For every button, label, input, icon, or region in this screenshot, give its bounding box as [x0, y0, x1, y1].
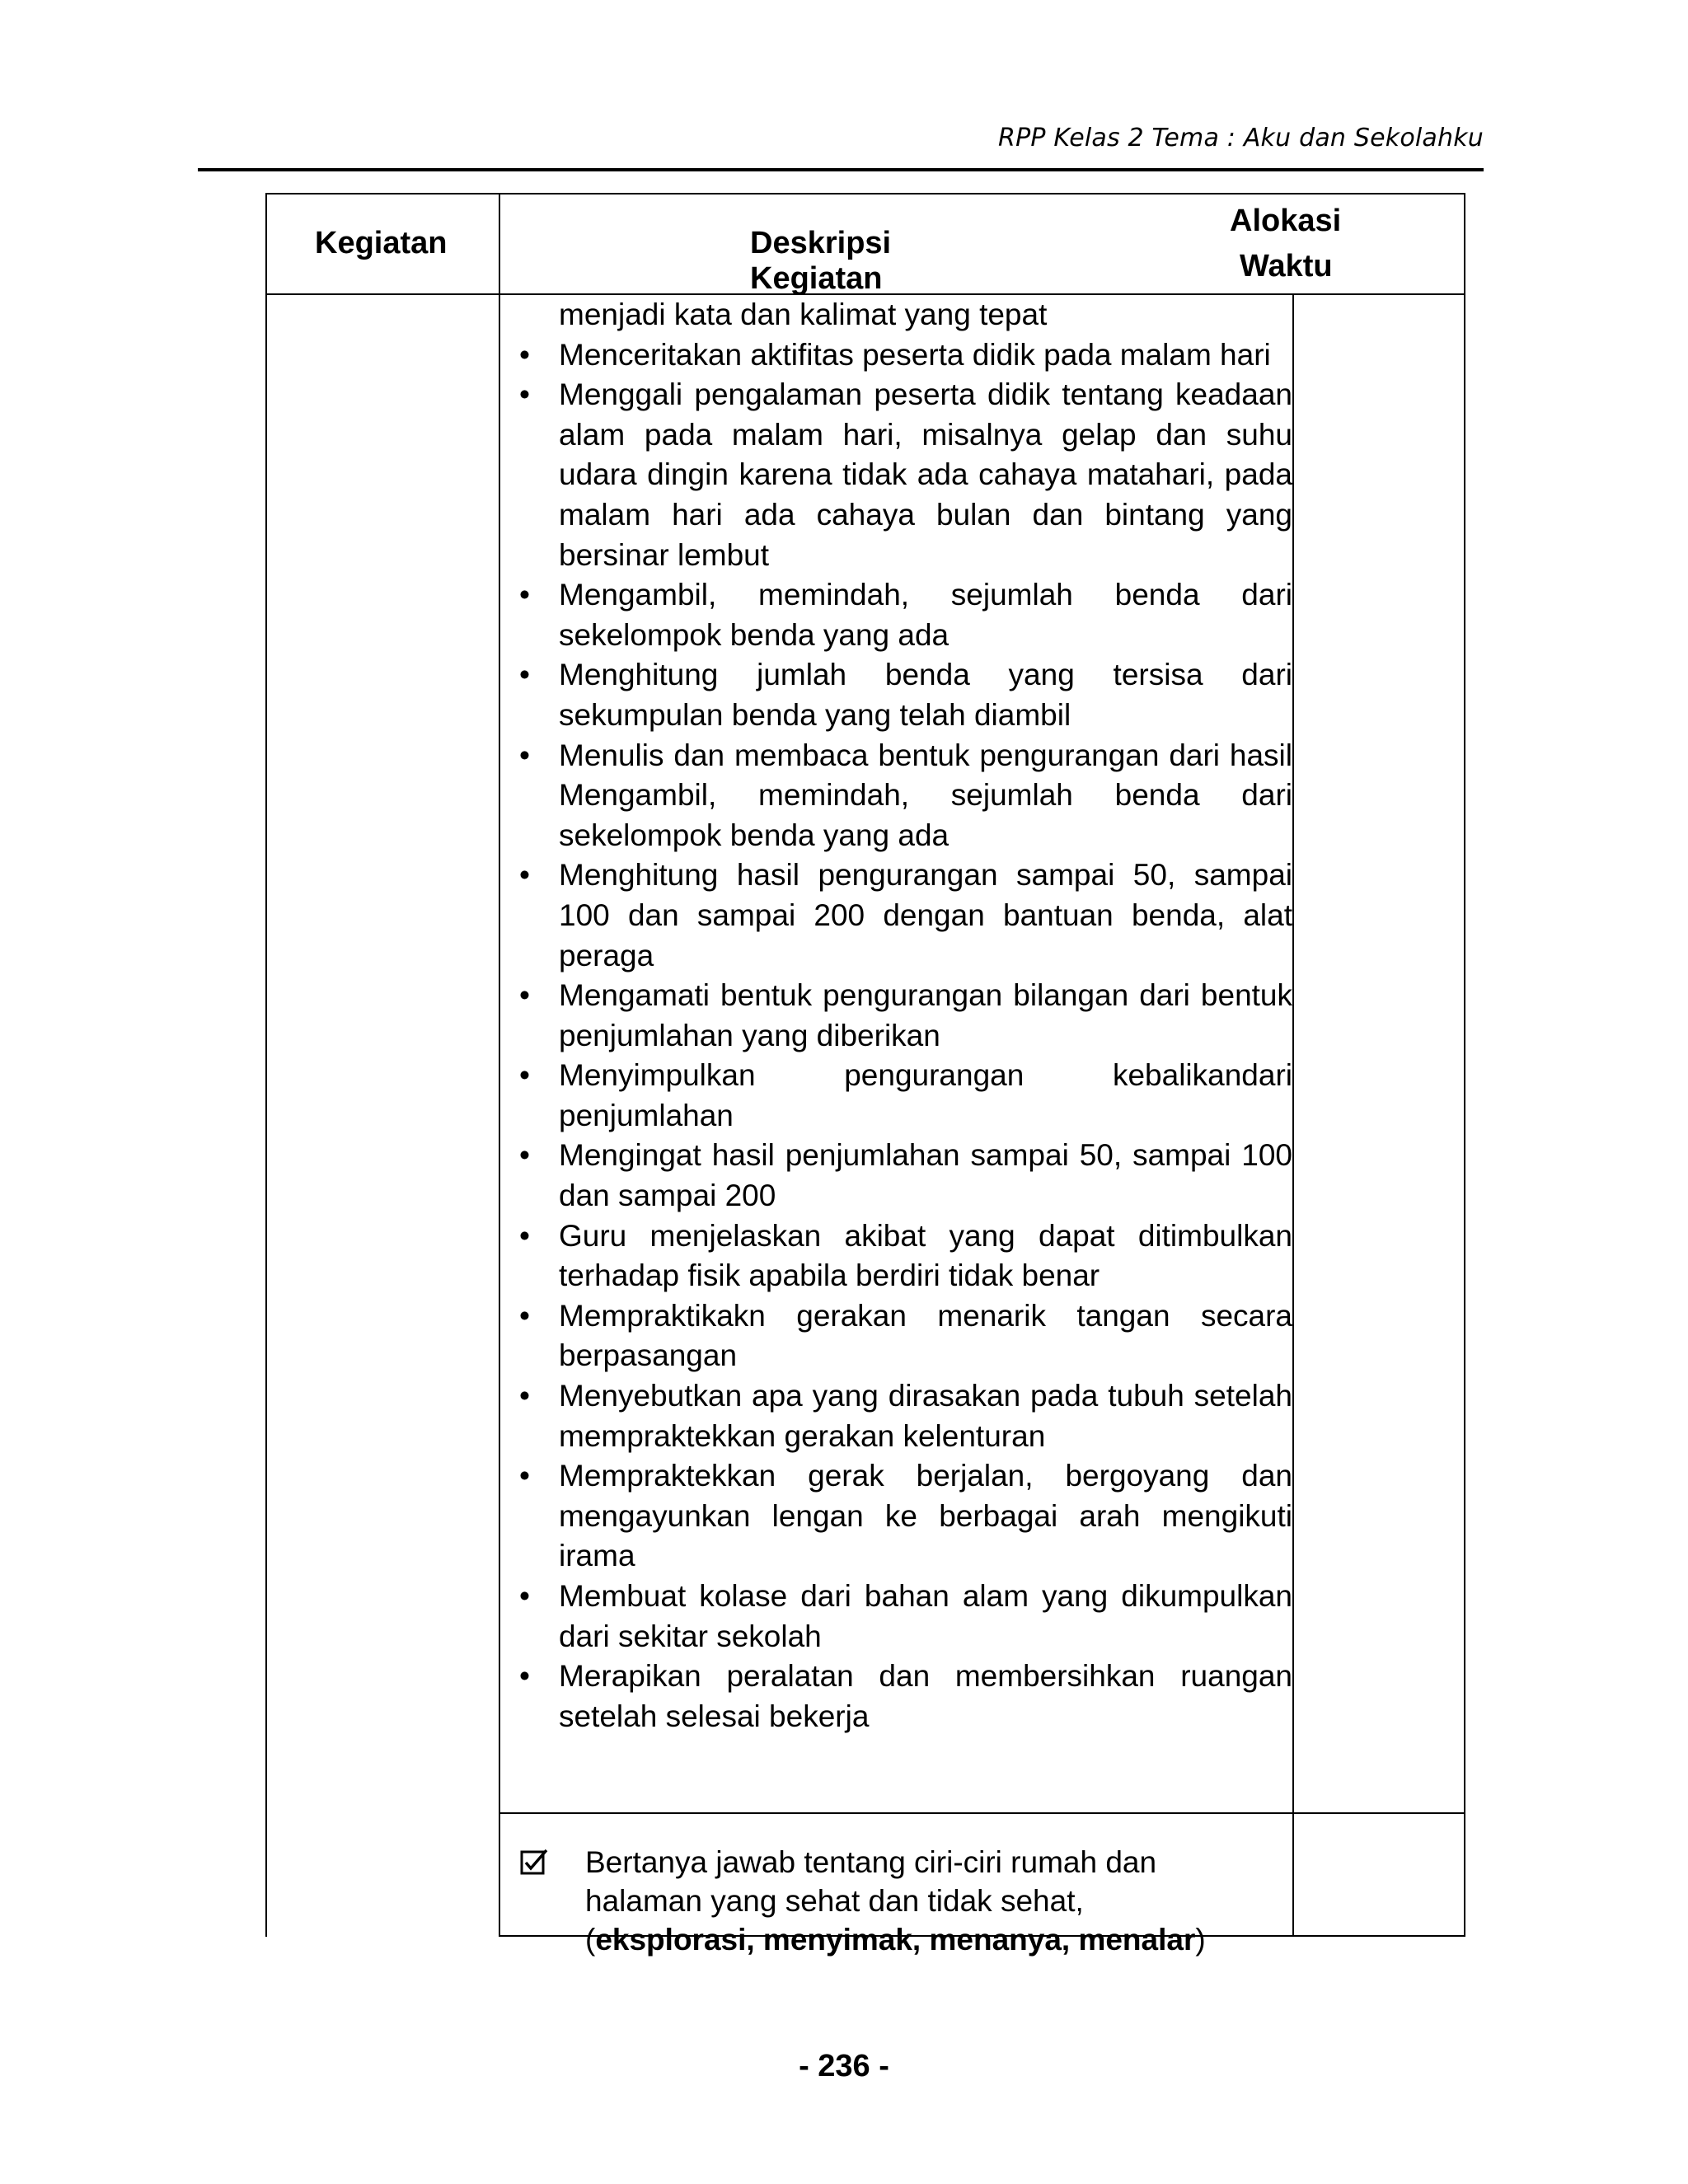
- bullet-icon: •: [519, 1459, 530, 1493]
- list-item-text: Mengamati bentuk pengurangan bilangan dari bentuk penjumlahan yang diberikan: [559, 978, 1292, 1052]
- running-title: RPP Kelas 2 Tema : Aku dan Sekolahku: [998, 124, 1484, 152]
- bullet-items: [519, 335, 1292, 1737]
- list-item: [519, 1296, 1292, 1376]
- checked-box-icon: [519, 1848, 549, 1877]
- list-item-text: Menceritakan aktifitas peserta didik pada malam hari: [559, 337, 1271, 372]
- page-number: - 236 -: [799, 2049, 889, 2083]
- column-divider-1: [499, 193, 500, 1937]
- table-right-border: [1464, 193, 1465, 1937]
- bullet-icon: •: [519, 1298, 530, 1333]
- bullet-icon: •: [519, 377, 530, 412]
- continuation-line: menjadi kata dan kalimat yang tepat: [559, 298, 1048, 331]
- paren-open: (: [585, 1923, 596, 1957]
- list-item-text: Mempraktikakn gerakan menarik tangan secara berpasangan: [559, 1298, 1292, 1373]
- list-item-text: Menghitung hasil pengurangan sampai 50, sampai 100 dan sampai 200 dengan bantuan benda, alat peraga: [559, 858, 1292, 972]
- lower-row-line-1: Bertanya jawab tentang ciri-ciri rumah dan: [585, 1845, 1157, 1879]
- list-item: [519, 1136, 1292, 1216]
- list-item: [519, 736, 1292, 856]
- column-divider-2: [1292, 295, 1294, 1937]
- bullet-icon: •: [519, 1659, 530, 1694]
- bullet-icon: •: [519, 578, 530, 612]
- table-left-border: [265, 193, 267, 1937]
- bullet-icon: •: [519, 1138, 530, 1173]
- row-divider: [499, 1812, 1465, 1814]
- lower-row-line-2: halaman yang sehat dan tidak sehat,: [585, 1884, 1084, 1918]
- bullet-icon: •: [519, 1379, 530, 1413]
- column-header-waktu: Waktu: [1240, 249, 1333, 284]
- list-item-text: Menulis dan membaca bentuk pengurangan dari hasil Mengambil, memindah, sejumlah benda dari sekelompok benda yang ada: [559, 738, 1292, 852]
- list-item: [519, 1376, 1292, 1456]
- bullet-icon: •: [519, 1579, 530, 1613]
- list-item-text: Mengingat hasil penjumlahan sampai 50, sampai 100 dan sampai 200: [559, 1138, 1292, 1213]
- list-item-text: Merapikan peralatan dan membersihkan ruangan setelah selesai bekerja: [559, 1659, 1292, 1733]
- bullet-icon: •: [519, 1218, 530, 1253]
- list-item: [519, 575, 1292, 655]
- list-item-text: Menyimpulkan pengurangan kebalikandari penjumlahan: [559, 1058, 1292, 1132]
- list-item-text: Menyebutkan apa yang dirasakan pada tubuh setelah mempraktekkan gerakan kelenturan: [559, 1379, 1292, 1453]
- list-item-text: Mengambil, memindah, sejumlah benda dari sekelompok benda yang ada: [559, 578, 1292, 652]
- list-item: [519, 655, 1292, 735]
- list-item-text: Guru menjelaskan akibat yang dapat ditimbulkan terhadap fisik apabila berdiri tidak benar: [559, 1218, 1292, 1293]
- list-item: [519, 375, 1292, 575]
- activity-keywords: eksplorasi, menyimak, menanya, menalar: [595, 1923, 1196, 1957]
- bullet-icon: •: [519, 1058, 530, 1093]
- bullet-icon: •: [519, 738, 530, 772]
- table-top-border: [265, 193, 1465, 194]
- column-header-deskripsi: Deskripsi Kegiatan: [750, 226, 892, 296]
- list-item: [519, 1657, 1292, 1736]
- bullet-icon: •: [519, 658, 530, 692]
- running-header: [198, 124, 1484, 168]
- column-header-alokasi: Alokasi: [1230, 204, 1342, 238]
- list-item: [519, 1577, 1292, 1657]
- list-item: [519, 335, 1292, 376]
- paren-close: ): [1195, 1923, 1206, 1957]
- bullet-icon: •: [519, 858, 530, 893]
- list-item: [519, 1056, 1292, 1136]
- lower-row-line-3: [585, 1920, 1311, 1959]
- list-item: [519, 976, 1292, 1056]
- bullet-icon: •: [519, 978, 530, 1013]
- activity-description-list: [519, 295, 1292, 1736]
- list-item-text: Membuat kolase dari bahan alam yang dikumpulkan dari sekitar sekolah: [559, 1579, 1292, 1653]
- lower-row: [519, 1843, 1311, 1959]
- list-item: [519, 1456, 1292, 1577]
- header-rule: [198, 168, 1484, 171]
- list-item-text: Mempraktekkan gerak berjalan, bergoyang dan mengayunkan lengan ke berbagai arah mengikuti irama: [559, 1459, 1292, 1573]
- list-item: [519, 855, 1292, 976]
- list-item-text: Menghitung jumlah benda yang tersisa dari sekumpulan benda yang telah diambil: [559, 658, 1292, 732]
- list-item-text: Menggali pengalaman peserta didik tentang keadaan alam pada malam hari, misalnya gelap dan suhu udara dingin karena tidak ada cahaya matahari, pada malam hari ada cahaya bulan dan bintang yang bersinar lembut: [559, 377, 1292, 572]
- column-header-kegiatan: Kegiatan: [315, 226, 448, 260]
- lower-row-text: [519, 1843, 1311, 1959]
- bullet-icon: •: [519, 337, 530, 372]
- list-item: [519, 1216, 1292, 1296]
